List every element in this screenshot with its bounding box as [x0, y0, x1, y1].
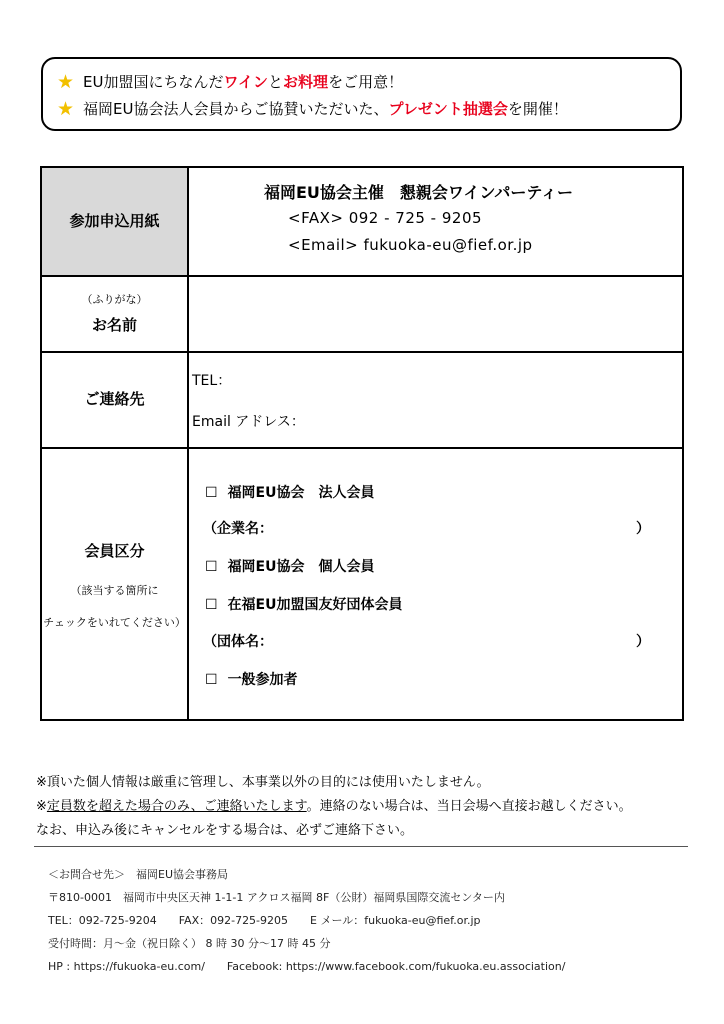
application-form: [40, 166, 684, 721]
option-individual-member[interactable]: ☐ 福岡EU協会 個人会員: [205, 559, 375, 575]
fax-number: <FAX> 092 - 725 - 9205: [288, 209, 483, 227]
row-divider: [42, 275, 682, 277]
privacy-note: ※頂いた個人情報は厳重に管理し、本事業以外の目的には使用いたしません。: [36, 775, 490, 790]
lottery-emphasis: プレゼント抽選会: [388, 100, 508, 118]
checkbox-icon[interactable]: ☐: [205, 559, 218, 575]
star-icon: ★: [57, 98, 75, 120]
contact-label: ご連絡先: [84, 390, 145, 408]
name-input-area[interactable]: [202, 288, 662, 338]
capacity-note: ※定員数を超えた場合のみ、ご連絡いたします。連絡のない場合は、当日会場へ直接お越しください。: [36, 799, 632, 814]
inquiry-address: 〒810-0001 福岡市中央区天神 1-1-1 アクロス福岡 8F（公財）福岡県国際交流センター内: [48, 891, 505, 904]
column-divider: [187, 168, 189, 719]
tel-field[interactable]: TEL：: [192, 373, 232, 389]
highlight-line-lottery: ★ 福岡EU協会法人会員からご協賛いただいた、プレゼント抽選会を開催！: [57, 98, 568, 120]
group-name-field[interactable]: （団体名：: [203, 634, 273, 650]
highlight-line-wine: ★ EU加盟国にちなんだワインとお料理をご用意！: [57, 71, 404, 93]
option-friendship-group[interactable]: ☐ 在福EU加盟国友好団体会員: [205, 597, 403, 613]
inquiry-heading: ＜お問合せ先＞ 福岡EU協会事務局: [48, 868, 229, 881]
email-address: <Email> fukuoka-eu@fief.or.jp: [288, 236, 533, 254]
member-type-note-2: チェックをいれてください）: [43, 616, 186, 629]
checkbox-icon[interactable]: ☐: [205, 597, 218, 613]
form-header-label: 参加申込用紙: [69, 212, 160, 230]
email-field[interactable]: Email アドレス：: [192, 414, 305, 430]
group-close-paren: ）: [636, 634, 650, 650]
inquiry-links[interactable]: HP : https://fukuoka-eu.com/ Facebook: https://www.facebook.com/fukuoka.eu.association/: [48, 960, 566, 973]
company-close-paren: ）: [636, 521, 650, 537]
name-furigana-label: （ふりがな）: [81, 293, 148, 306]
company-name-field[interactable]: （企業名：: [203, 521, 273, 537]
star-icon: ★: [57, 71, 75, 93]
name-label: お名前: [91, 316, 137, 334]
member-type-label: 会員区分: [84, 542, 145, 560]
inquiry-hours: 受付時間：月～金（祝日除く） 8 時 30 分～17 時 45 分: [48, 937, 331, 950]
cancel-note: なお、申込み後にキャンセルをする場合は、必ずご連絡下さい。: [36, 823, 414, 838]
divider-line: [34, 846, 688, 847]
checkbox-icon[interactable]: ☐: [205, 672, 218, 688]
inquiry-phone-email: TEL：092-725-9204 FAX：092-725-9205 E メール：fukuoka-eu@fief.or.jp: [48, 914, 481, 927]
event-title: 福岡EU協会主催 懇親会ワインパーティー: [264, 183, 574, 202]
row-divider: [42, 447, 682, 449]
option-general-participant[interactable]: ☐ 一般参加者: [205, 672, 298, 688]
food-emphasis: お料理: [283, 73, 329, 91]
highlight-box: [41, 57, 682, 131]
checkbox-icon[interactable]: ☐: [205, 485, 218, 501]
option-corporate-member[interactable]: ☐ 福岡EU協会 法人会員: [205, 485, 375, 501]
member-type-note-1: （該当する箇所に: [70, 584, 159, 597]
row-divider: [42, 351, 682, 353]
wine-emphasis: ワイン: [223, 73, 269, 91]
